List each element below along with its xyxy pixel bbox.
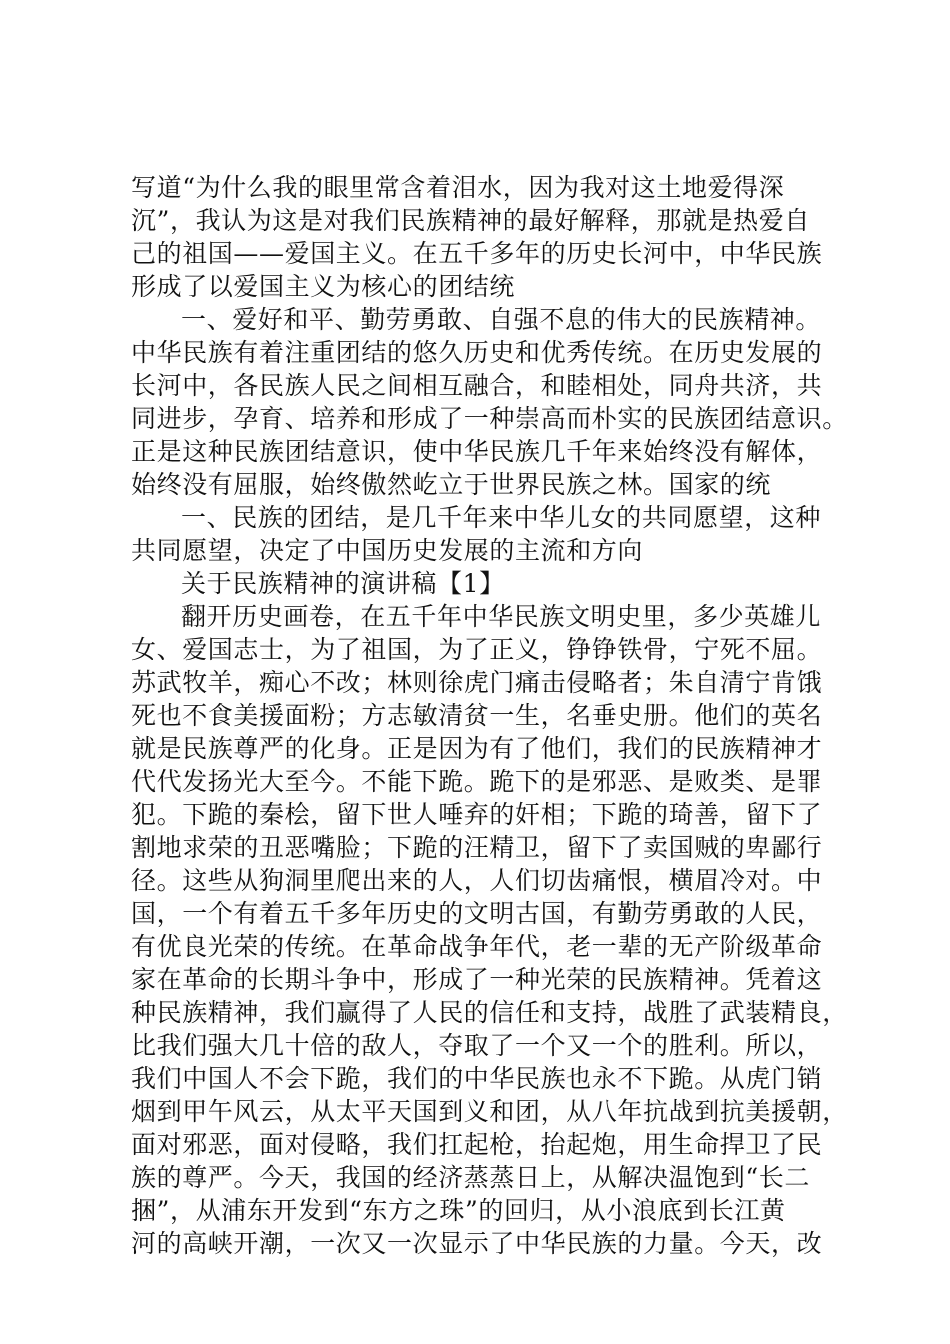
text-line: 面对邪恶，面对侵略，我们扛起枪，抬起炮，用生命捍卫了民 [131,1130,823,1159]
text-line: 国，一个有着五千多年历史的文明古国，有勤劳勇敢的人民， [131,899,823,928]
text-line: 己的祖国——爱国主义。在五千多年的历史长河中，中华民族 [131,239,823,268]
text-line: 写道“为什么我的眼里常含着泪水，因为我对这土地爱得深 [131,173,785,202]
text-line: 长河中，各民族人民之间相互融合，和睦相处，同舟共济，共 [131,371,823,400]
text-line: 比我们强大几十倍的敌人，夺取了一个又一个的胜利。所以， [131,1031,823,1060]
text-line: 同进步，孕育、培养和形成了一种崇高而朴实的民族团结意识。 [131,404,848,433]
text-line: 死也不食美援面粉；方志敏清贫一生，名垂史册。他们的英名 [131,701,823,730]
text-line: 种民族精神，我们赢得了人民的信任和支持，战胜了武装精良， [131,998,848,1027]
text-line: 河的高峡开潮，一次又一次显示了中华民族的力量。今天，改 [131,1229,823,1258]
text-line: 割地求荣的丑恶嘴脸；下跪的汪精卫，留下了卖国贼的卑鄙行 [131,833,823,862]
text-line: 始终没有屈服，始终傲然屹立于世界民族之林。国家的统 [131,470,772,499]
text-line: 径。这些从狗洞里爬出来的人，人们切齿痛恨，横眉冷对。中 [131,866,823,895]
text-line: 烟到甲午风云，从太平天国到义和团，从八年抗战到抗美援朝， [131,1097,848,1126]
text-line: 翻开历史画卷，在五千年中华民族文明史里，多少英雄儿 [181,602,822,631]
text-line: 犯。下跪的秦桧，留下世人唾弃的奸相；下跪的琦善，留下了 [131,800,823,829]
text-line: 家在革命的长期斗争中，形成了一种光荣的民族精神。凭着这 [131,965,823,994]
text-line: 有优良光荣的传统。在革命战争年代，老一辈的无产阶级革命 [131,932,823,961]
text-line: 女、爱国志士，为了祖国，为了正义，铮铮铁骨，宁死不屈。 [131,635,823,664]
section-heading: 关于民族精神的演讲稿【1】 [181,569,505,598]
text-line: 沉”，我认为这是对我们民族精神的最好解释，那就是热爱自 [131,206,810,235]
text-line: 代代发扬光大至今。不能下跪。跪下的是邪恶、是败类、是罪 [131,767,823,796]
text-line: 共同愿望，决定了中国历史发展的主流和方向 [131,536,644,565]
text-line: 一、爱好和平、勤劳勇敢、自强不息的伟大的民族精神。 [181,305,822,334]
text-line: 族的尊严。今天，我国的经济蒸蒸日上，从解决温饱到“长二 [131,1163,810,1192]
text-line: 一、民族的团结，是几千年来中华儿女的共同愿望，这种 [181,503,822,532]
text-line: 苏武牧羊，痴心不改；林则徐虎门痛击侵略者；朱自清宁肯饿 [131,668,823,697]
text-line: 形成了以爱国主义为核心的团结统 [131,272,516,301]
text-line: 中华民族有着注重团结的悠久历史和优秀传统。在历史发展的 [131,338,823,367]
text-line: 捆”，从浦东开发到“东方之珠”的回归，从小浪底到长江黄 [131,1196,786,1225]
document-body [131,171,848,1260]
text-line: 就是民族尊严的化身。正是因为有了他们，我们的民族精神才 [131,734,823,763]
text-line: 我们中国人不会下跪，我们的中华民族也永不下跪。从虎门销 [131,1064,823,1093]
text-line: 正是这种民族团结意识，使中华民族几千年来始终没有解体， [131,437,823,466]
